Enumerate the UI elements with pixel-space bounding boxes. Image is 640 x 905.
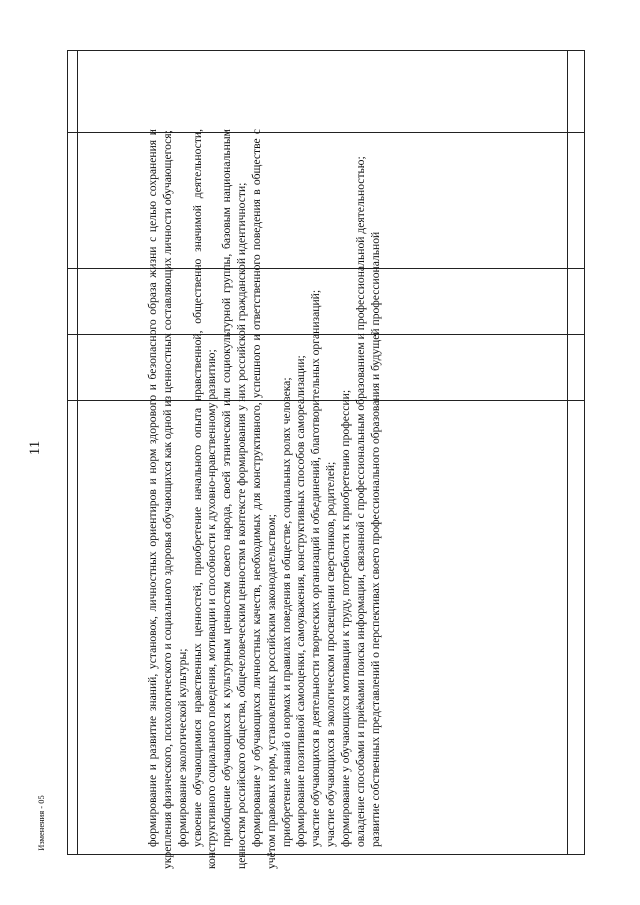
paragraph: участие обучающихся в деятельности творческих организаций и объединений, благотворительных организаций; [309,289,323,847]
content-text-cell [146,129,586,869]
paragraph: формирование у обучающихся мотивации к труду, потребности к приобретению профессии; [338,389,352,847]
table-left-rule [77,51,78,854]
paragraph: формирование у обучающихся личностных качеств, необходимых для конструктивного, успешного и ответственного поведения в обществе с учётом правовых норм, установленных российским законодательством; [249,129,278,869]
page-number: 11 [27,440,43,456]
paragraph: участие обучающихся в экологическом просвещении сверстников, родителей; [324,461,338,847]
paragraph: усвоение обучающимися нравственных ценностей, приобретение начального опыта нравственной, общественно значимой деятельности, конструктивного социального поведения, мотивации и способности к духовно-нравственному развитию; [190,129,219,869]
paragraph: развитие собственных представлений о перспективах своего профессионального образования и будущей профессиональной [368,231,382,847]
paragraph: приобщение обучающихся к культурным ценностям своего народа, своей этнической или социокультурной группы, базовым национальным ценностям российского общества, общечеловеческим ценностям в контексте формирования у них российской гражданской идентичности; [220,129,249,869]
paragraph: приобретение знаний о нормах и правилах поведения в обществе, социальных ролях человека; [279,377,293,847]
paragraph: формирование экологической культуры; [175,648,189,847]
paragraph: формирование и развитие знаний, установок, личностных ориентиров и норм здорового и безопасного образа жизни с целью сохранения и укрепления физического, психологического и социального здоровья обучающихся как одной из ценностных составляющих личности обучающегося; [146,129,174,869]
paragraph: формирование позитивной самооценки, самоуважения, конструктивных способов самореализации; [294,355,308,847]
footer-note: Изменения - 05 [36,795,46,851]
paragraph: овладение способами и приёмами поиска информации, связанной с профессиональным образованием и профессиональной деятельностью; [353,156,367,847]
table-frame [67,50,585,869]
